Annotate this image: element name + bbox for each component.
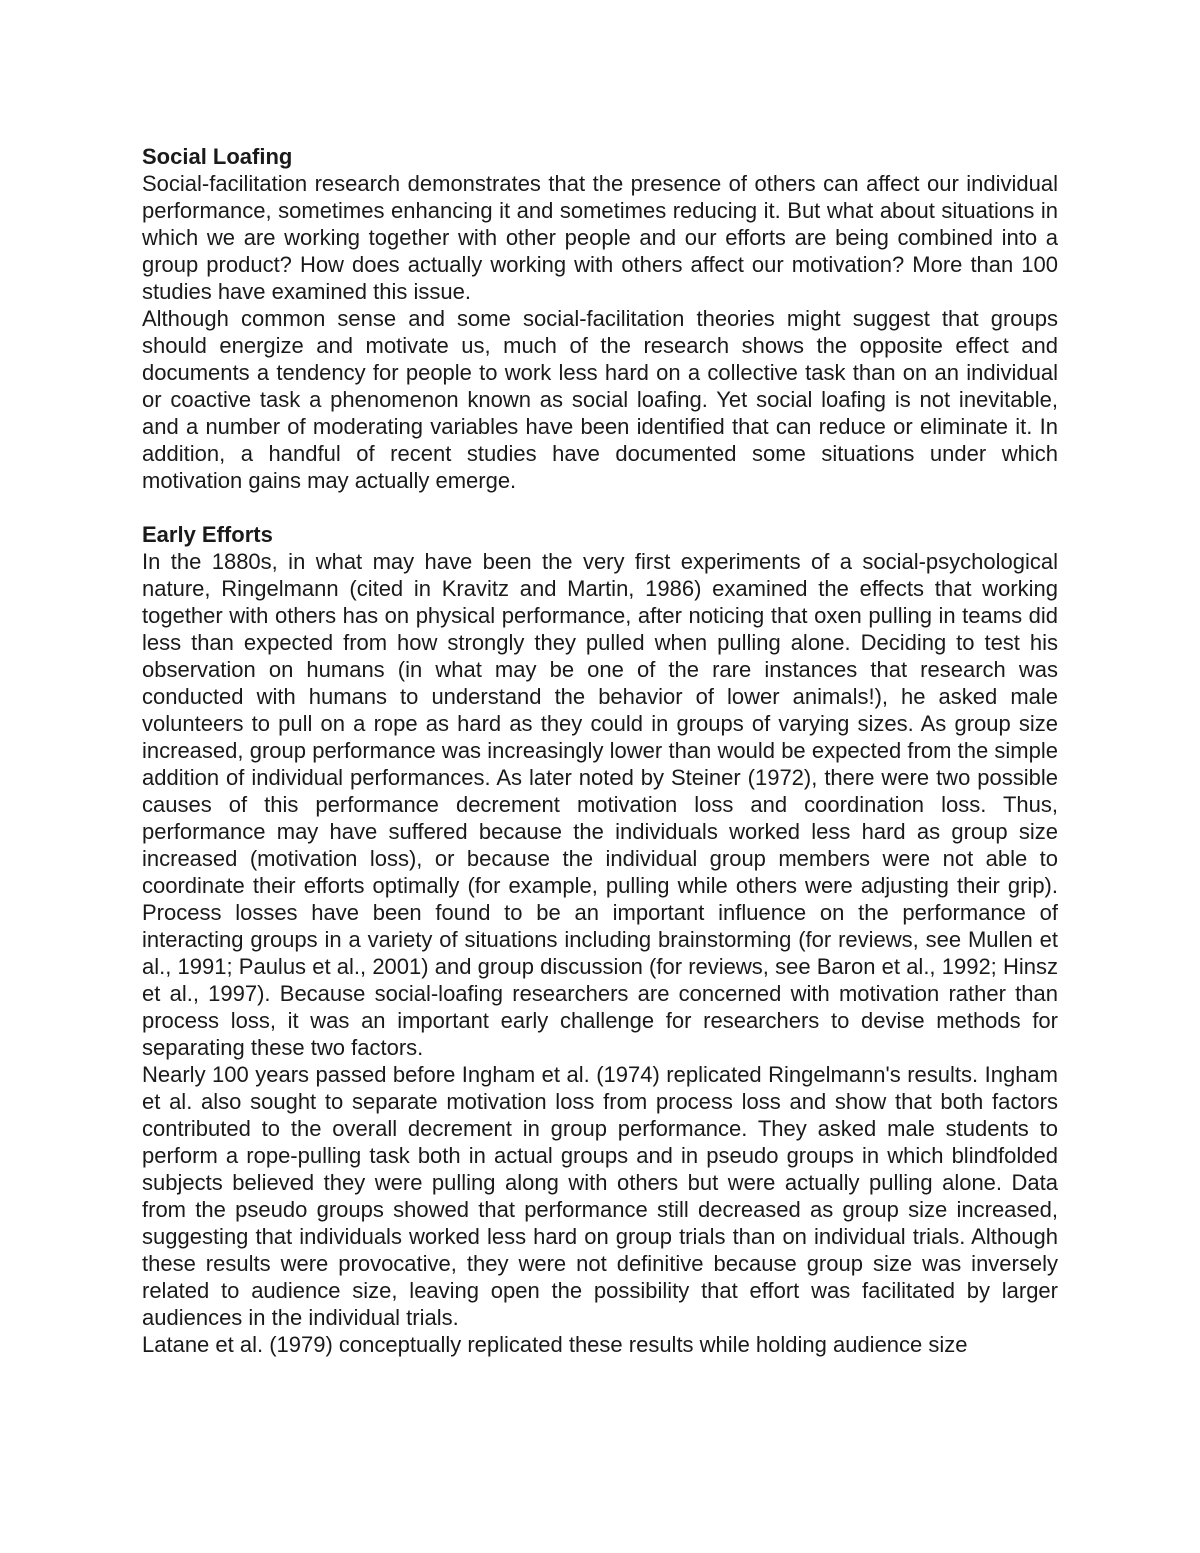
document-page [142, 143, 1058, 1358]
paragraph: In the 1880s, in what may have been the very first experiments of a social-psychological nature, Ringelmann (cited in Kravitz and Martin, 1986) examined the effects that working together with others has on physical performance, after noticing that oxen pulling in teams did less than expected from how strongly they pulled when pulling alone. Deciding to test his observation on humans (in what may be one of the rare instances that research was conducted with humans to understand the behavior of lower animals!), he asked male volunteers to pull on a rope as hard as they could in groups of varying sizes. As group size increased, group performance was increasingly lower than would be expected from the simple addition of individual performances. As later noted by Steiner (1972), there were two possible causes of this performance decrement motivation loss and coordination loss. Thus, performance may have suffered because the individuals worked less hard as group size increased (motivation loss), or because the individual group members were not able to coordinate their efforts optimally (for example, pulling while others were adjusting their grip). Process losses have been found to be an important influence on the performance of interacting groups in a variety of situations including brainstorming (for reviews, see Mullen et al., 1991; Paulus et al., 2001) and group discussion (for reviews, see Baron et al., 1992; Hinsz et al., 1997). Because social-loafing researchers are concerned with motivation rather than process loss, it was an important early challenge for researchers to devise methods for separating these two factors. [142, 549, 1058, 1060]
section-spacer [142, 494, 1058, 521]
paragraph: Although common sense and some social-facilitation theories might suggest that groups should energize and motivate us, much of the research shows the opposite effect and documents a tendency for people to work less hard on a collective task than on an individual or coactive task a phenomenon known as social loafing. Yet social loafing is not inevitable, and a number of moderating variables have been identified that can reduce or eliminate it. In addition, a handful of recent studies have documented some situations under which motivation gains may actually emerge. [142, 306, 1058, 493]
section-heading: Early Efforts [142, 522, 273, 547]
paragraph: Nearly 100 years passed before Ingham et al. (1974) replicated Ringelmann's results. Ingham et al. also sought to separate motivation loss from process loss and show that both factors contributed to the overall decrement in group performance. They asked male students to perform a rope-pulling task both in actual groups and in pseudo groups in which blindfolded subjects believed they were pulling along with others but were actually pulling alone. Data from the pseudo groups showed that performance still decreased as group size increased, suggesting that individuals worked less hard on group trials than on individual trials. Although these results were provocative, they were not definitive because group size was inversely related to audience size, leaving open the possibility that effort was facilitated by larger audiences in the individual trials. [142, 1062, 1058, 1330]
paragraph: Social-facilitation research demonstrates that the presence of others can affect our individual performance, sometimes enhancing it and sometimes reducing it. But what about situations in which we are working together with other people and our efforts are being combined into a group product? How does actually working with others affect our motivation? More than 100 studies have examined this issue. [142, 171, 1058, 304]
section-heading: Social Loafing [142, 144, 293, 169]
paragraph-partial: Latane et al. (1979) conceptually replicated these results while holding audience size [142, 1332, 968, 1357]
section-early-efforts [142, 521, 1058, 1358]
section-social-loafing [142, 143, 1058, 494]
